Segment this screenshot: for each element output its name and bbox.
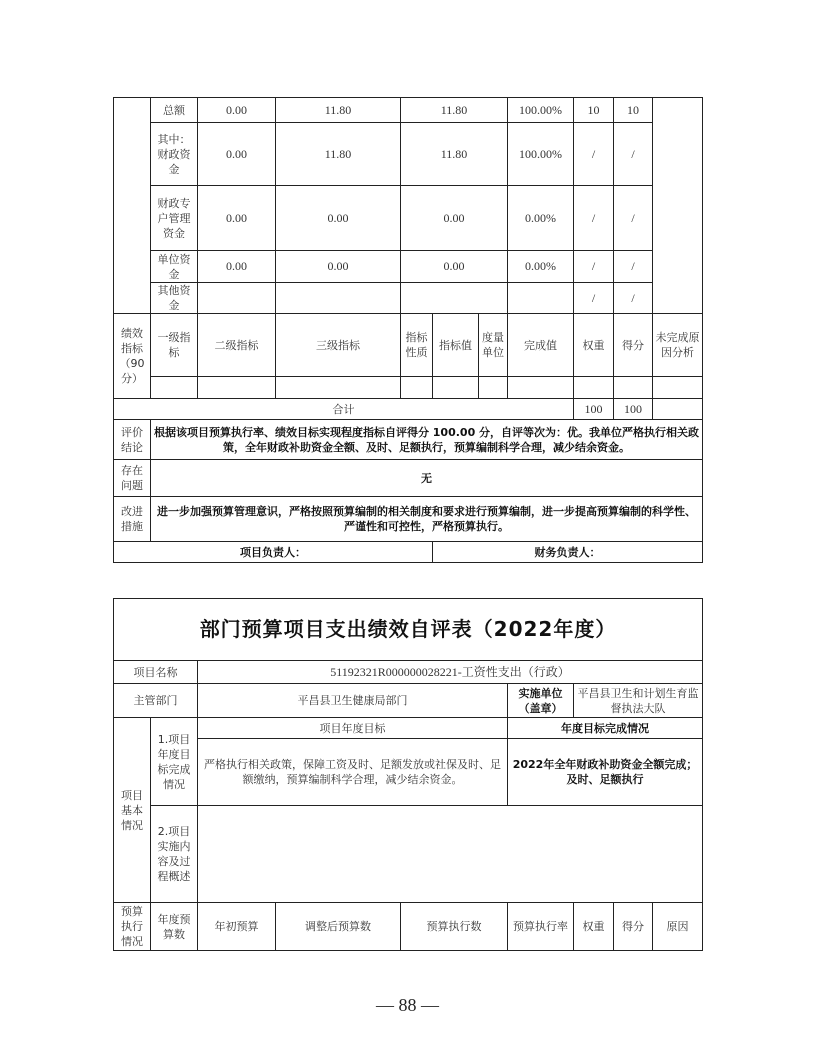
table-title: 部门预算项目支出绩效自评表（2022年度） [114,599,703,661]
header-score: 得分 [614,903,653,951]
score: / [614,251,653,283]
execution-rate [508,283,574,314]
score: / [614,283,653,314]
header-value: 指标值 [433,314,479,377]
score: / [614,186,653,251]
blank-cell [653,98,703,314]
performance-table-continued [113,97,703,563]
fund-label: 其中：财政资金 [151,123,198,186]
weight: / [574,186,614,251]
header-actual: 完成值 [508,314,574,377]
indicator-empty-row [114,377,703,399]
budget-section-label: 预算执行情况 [114,903,151,951]
header-execution-rate: 预算执行率 [508,903,574,951]
execution-rate: 100.00% [508,123,574,186]
indicator-header-row [114,314,703,377]
weight: / [574,251,614,283]
fund-label: 财政专户管理资金 [151,186,198,251]
fund-row [114,98,703,123]
execution-rate: 0.00% [508,186,574,251]
fund-label: 其他资金 [151,283,198,314]
completion-text: 2022年全年财政补助资金全额完成；及时、足额执行 [508,739,703,806]
issues-row [114,460,703,497]
header-initial-budget: 年初预算 [198,903,276,951]
evaluation-row [114,420,703,460]
header-reason: 未完成原因分析 [653,314,703,377]
issues-text: 无 [151,460,703,497]
goal-section-label: 1.项目年度目标完成情况 [151,718,198,806]
weight: / [574,283,614,314]
header-level2: 二级指标 [198,314,276,377]
initial-budget: 0.00 [198,98,276,123]
fund-row [114,123,703,186]
adjusted-budget: 11.80 [276,98,401,123]
project-name: 51192321R000000028221-工资性支出（行政） [198,661,703,684]
fund-row [114,186,703,251]
goal-header: 项目年度目标 [198,718,508,739]
signature-row [114,542,703,563]
initial-budget: 0.00 [198,251,276,283]
executed-budget: 0.00 [401,186,508,251]
header-reason: 原因 [653,903,703,951]
page-number: — 88 — [376,995,439,1015]
fund-label: 总额 [151,98,198,123]
execution-rate: 0.00% [508,251,574,283]
total-weight: 100 [574,399,614,420]
evaluation-label: 评价结论 [114,420,151,460]
header-weight: 权重 [574,314,614,377]
basic-info-label: 项目基本情况 [114,718,151,903]
issues-label: 存在问题 [114,460,151,497]
indicator-section-label: 绩效指标（90分） [114,314,151,399]
implementation-content [198,806,703,903]
completion-header: 年度目标完成情况 [508,718,703,739]
executed-budget: 0.00 [401,251,508,283]
unit-label: 实施单位（盖章） [508,684,574,718]
total-score: 100 [614,399,653,420]
header-executed: 预算执行数 [401,903,508,951]
adjusted-budget: 0.00 [276,186,401,251]
initial-budget: 0.00 [198,186,276,251]
fund-row [114,283,703,314]
header-unit: 度量单位 [479,314,508,377]
project-lead: 项目负责人： [114,542,433,563]
fund-row [114,251,703,283]
initial-budget: 0.00 [198,123,276,186]
weight: / [574,123,614,186]
header-level3: 三级指标 [276,314,401,377]
improvement-text: 进一步加强预算管理意识，严格按照预算编制的相关制度和要求进行预算编制，进一步提高预算编制的科学性、严谨性和可控性，严格预算执行。 [151,497,703,542]
weight: 10 [574,98,614,123]
dept-label: 主管部门 [114,684,198,718]
performance-self-evaluation-table [113,598,703,951]
goal-text: 严格执行相关政策，保障工资及时、足额发放或社保及时、足额缴纳，预算编制科学合理，减少结余资金。 [198,739,508,806]
executed-budget: 11.80 [401,123,508,186]
improvement-label: 改进措施 [114,497,151,542]
header-score: 得分 [614,314,653,377]
project-name-label: 项目名称 [114,661,198,684]
total-row [114,399,703,420]
total-label: 合计 [114,399,574,420]
adjusted-budget: 0.00 [276,251,401,283]
score: 10 [614,98,653,123]
header-weight: 权重 [574,903,614,951]
evaluation-text: 根据该项目预算执行率、绩效目标实现程度指标自评得分 100.00 分，自评等次为：优。我单位严格执行相关政策，全年财政补助资金全额、及时、足额执行，预算编制科学合理，减少结余资金。 [151,420,703,460]
header-nature: 指标性质 [401,314,433,377]
improvement-row [114,497,703,542]
adjusted-budget [276,283,401,314]
initial-budget [198,283,276,314]
dept-value: 平昌县卫生健康局部门 [198,684,508,718]
header-annual-budget: 年度预算数 [151,903,198,951]
blank-cell [114,98,151,314]
fund-label: 单位资金 [151,251,198,283]
header-level1: 一级指标 [151,314,198,377]
unit-value: 平昌县卫生和计划生育监督执法大队 [574,684,703,718]
executed-budget: 11.80 [401,98,508,123]
adjusted-budget: 11.80 [276,123,401,186]
executed-budget [401,283,508,314]
budget-header-row [114,903,703,951]
score: / [614,123,653,186]
header-adjusted-budget: 调整后预算数 [276,903,401,951]
implementation-label: 2.项目实施内容及过程概述 [151,806,198,903]
execution-rate: 100.00% [508,98,574,123]
finance-lead: 财务负责人： [433,542,703,563]
